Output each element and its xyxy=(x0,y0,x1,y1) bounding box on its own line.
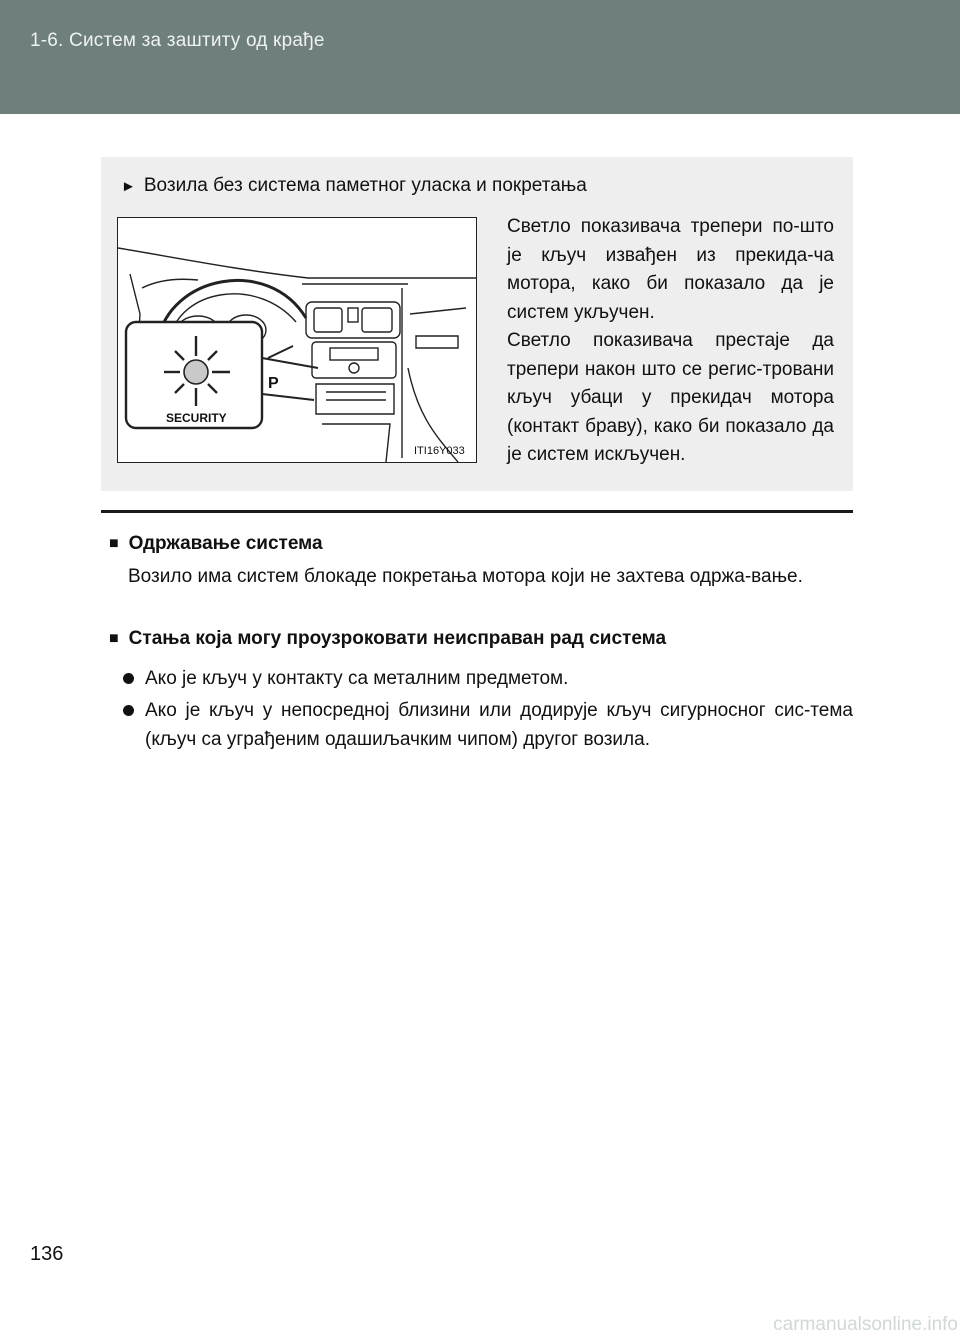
square-bullet-icon: ■ xyxy=(109,630,119,647)
page-number: 136 xyxy=(30,1243,64,1265)
list-item xyxy=(123,697,853,754)
right-triangle-icon: ► xyxy=(121,178,136,195)
info-box xyxy=(101,157,853,491)
list-item-text: Ако је кључ у непосредној близини или додирује кључ сигурносног сис-тема (кључ са уграђеним одашиљачким чипом) другог возила. xyxy=(145,700,853,750)
dashboard-drawing xyxy=(118,218,476,462)
watermark: carmanualsonline.info xyxy=(773,1314,958,1335)
bullet-dot-icon xyxy=(123,673,134,684)
section-title: 1-6. Систем за заштиту од крађе xyxy=(30,30,325,51)
square-bullet-icon: ■ xyxy=(109,535,119,552)
list-item xyxy=(123,665,853,694)
list-item-text: Ако је кључ у контакту са металним предметом. xyxy=(145,668,569,689)
page-header xyxy=(0,0,960,114)
maintenance-heading-text: Одржавање система xyxy=(128,533,323,554)
security-label: SECURITY xyxy=(166,411,227,425)
info-paragraph-2: Светло показивача престаје да трепери након што се регис-тровани кључ убаци у прекидач мотора (контакт браву), како би показало да је систем искључен. xyxy=(507,330,834,465)
info-box-heading-text: Возила без система паметног уласка и покретања xyxy=(143,175,587,196)
figure-code: ITI16Y033 xyxy=(414,445,465,457)
info-paragraph-1: Светло показивача трепери по-што је кључ извађен из прекида-ча мотора, како би показало да је систем укључен. xyxy=(507,216,834,323)
section-divider xyxy=(101,510,853,513)
info-box-text xyxy=(507,213,834,470)
malfunction-heading-text: Стања која могу проузроковати неисправан рад система xyxy=(128,628,667,649)
info-box-heading xyxy=(121,175,587,197)
bullet-dot-icon xyxy=(123,705,134,716)
maintenance-body: Возило има систем блокаде покретања мотора који не захтева одржа-вање. xyxy=(128,566,803,587)
malfunction-heading xyxy=(109,628,666,650)
dashboard-illustration xyxy=(117,217,477,463)
maintenance-heading xyxy=(109,533,323,555)
p-label: P xyxy=(268,375,279,392)
